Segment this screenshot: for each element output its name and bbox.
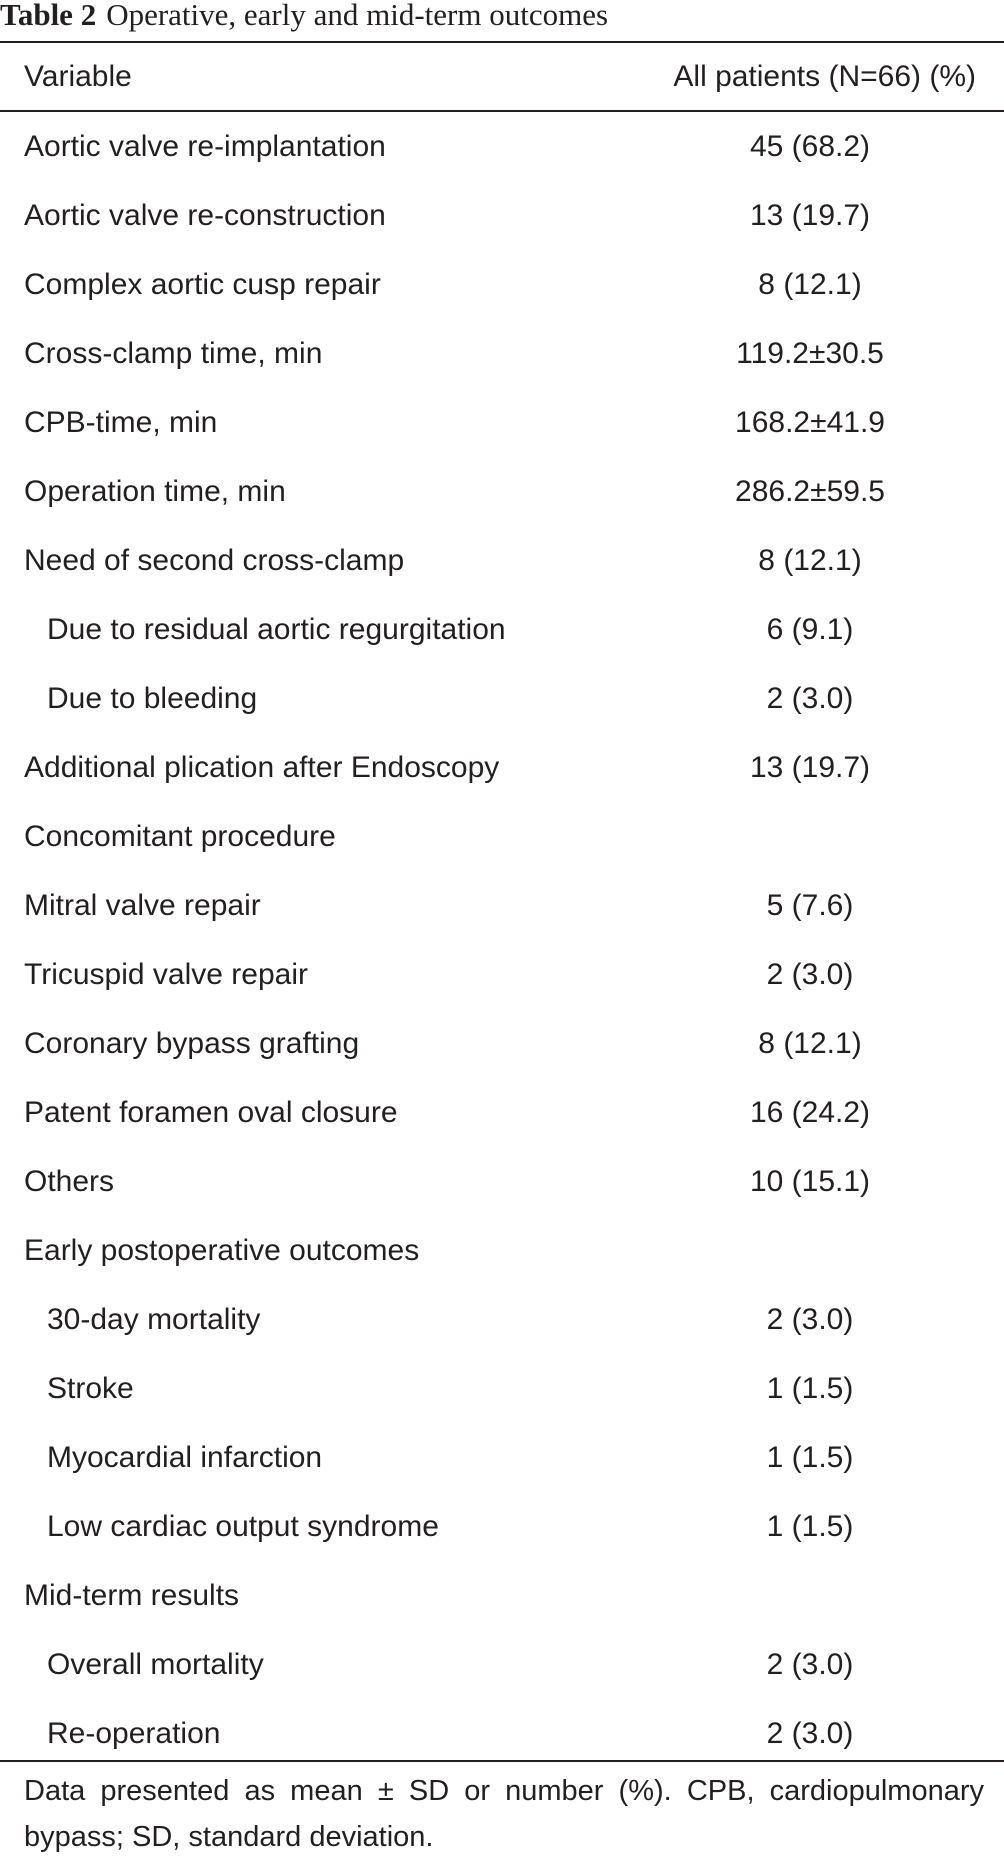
table-row [0, 526, 1004, 595]
table-caption [0, 0, 608, 40]
row-label: CPB-time, min [24, 406, 218, 439]
table-row [0, 457, 1004, 526]
row-value: 2 (3.0) [766, 1648, 854, 1681]
table-row [0, 664, 1004, 733]
row-label: Additional plication after Endoscopy [24, 751, 500, 784]
table-row [0, 1147, 1004, 1216]
row-value: 2 (3.0) [766, 1717, 854, 1750]
row-label: Others [24, 1165, 115, 1198]
table-number: Table 2 [0, 0, 97, 32]
row-label: Mitral valve repair [24, 889, 261, 922]
table-row [0, 250, 1004, 319]
table-row [0, 319, 1004, 388]
row-value: 1 (1.5) [766, 1510, 854, 1543]
row-value: 286.2±59.5 [735, 475, 885, 508]
row-value: 5 (7.6) [766, 889, 854, 922]
row-label: Coronary bypass grafting [24, 1027, 360, 1060]
row-label: Mid-term results [24, 1579, 240, 1612]
row-label: Aortic valve re-construction [24, 199, 386, 232]
row-value: 45 (68.2) [749, 130, 871, 163]
table-row [0, 595, 1004, 664]
table-row [0, 1216, 1004, 1285]
table-row [0, 1078, 1004, 1147]
table-row [0, 1561, 1004, 1630]
row-value: 10 (15.1) [749, 1165, 871, 1198]
row-value: 8 (12.1) [758, 544, 862, 577]
row-label: Overall mortality [47, 1648, 264, 1681]
row-value: 6 (9.1) [766, 613, 854, 646]
table-title: Operative, early and mid-term outcomes [106, 0, 609, 32]
row-value: 1 (1.5) [766, 1372, 854, 1405]
row-value: 1 (1.5) [766, 1441, 854, 1474]
row-label: Stroke [47, 1372, 134, 1405]
table-row [0, 802, 1004, 871]
row-label: Tricuspid valve repair [24, 958, 308, 991]
row-label: Low cardiac output syndrome [47, 1510, 439, 1543]
table-header-row [0, 43, 1004, 110]
table-row [0, 1492, 1004, 1561]
row-value: 119.2±30.5 [736, 337, 884, 370]
table-row [0, 1699, 1004, 1768]
row-value: 13 (19.7) [749, 199, 871, 232]
table-row [0, 181, 1004, 250]
row-label: Complex aortic cusp repair [24, 268, 381, 301]
table-row [0, 871, 1004, 940]
header-all-patients: All patients (N=66) (%) [673, 60, 976, 93]
row-value: 13 (19.7) [749, 751, 871, 784]
table-row [0, 940, 1004, 1009]
row-label: Need of second cross-clamp [24, 544, 405, 577]
row-label: Aortic valve re-implantation [24, 130, 386, 163]
row-label: Patent foramen oval closure [24, 1096, 398, 1129]
table-row [0, 1423, 1004, 1492]
table-row [0, 388, 1004, 457]
table-row [0, 1009, 1004, 1078]
row-value: 8 (12.1) [758, 1027, 862, 1060]
table-row [0, 112, 1004, 181]
row-label: Concomitant procedure [24, 820, 336, 853]
row-label: Due to bleeding [47, 682, 258, 715]
row-label: Re-operation [47, 1717, 221, 1750]
header-variable: Variable [24, 60, 132, 93]
row-value: 2 (3.0) [766, 682, 854, 715]
row-value: 16 (24.2) [749, 1096, 871, 1129]
row-label: Myocardial infarction [47, 1441, 323, 1474]
row-label: 30-day mortality [47, 1303, 261, 1336]
bottom-rule [0, 1760, 1004, 1762]
row-label: Operation time, min [24, 475, 286, 508]
row-label: Due to residual aortic regurgitation [47, 613, 506, 646]
table-body [0, 112, 1004, 1768]
table-row [0, 1630, 1004, 1699]
table-row [0, 733, 1004, 802]
row-value: 8 (12.1) [758, 268, 862, 301]
table-row [0, 1285, 1004, 1354]
table-row [0, 1354, 1004, 1423]
table-footnote: Data presented as mean ± SD or number (%). CPB, cardiopulmonary bypass; SD, standard deviation. [24, 1775, 984, 1853]
row-value: 168.2±41.9 [735, 406, 885, 439]
row-value: 2 (3.0) [766, 1303, 854, 1336]
row-label: Early postoperative outcomes [24, 1234, 420, 1267]
row-label: Cross-clamp time, min [24, 337, 323, 370]
row-value: 2 (3.0) [766, 958, 854, 991]
